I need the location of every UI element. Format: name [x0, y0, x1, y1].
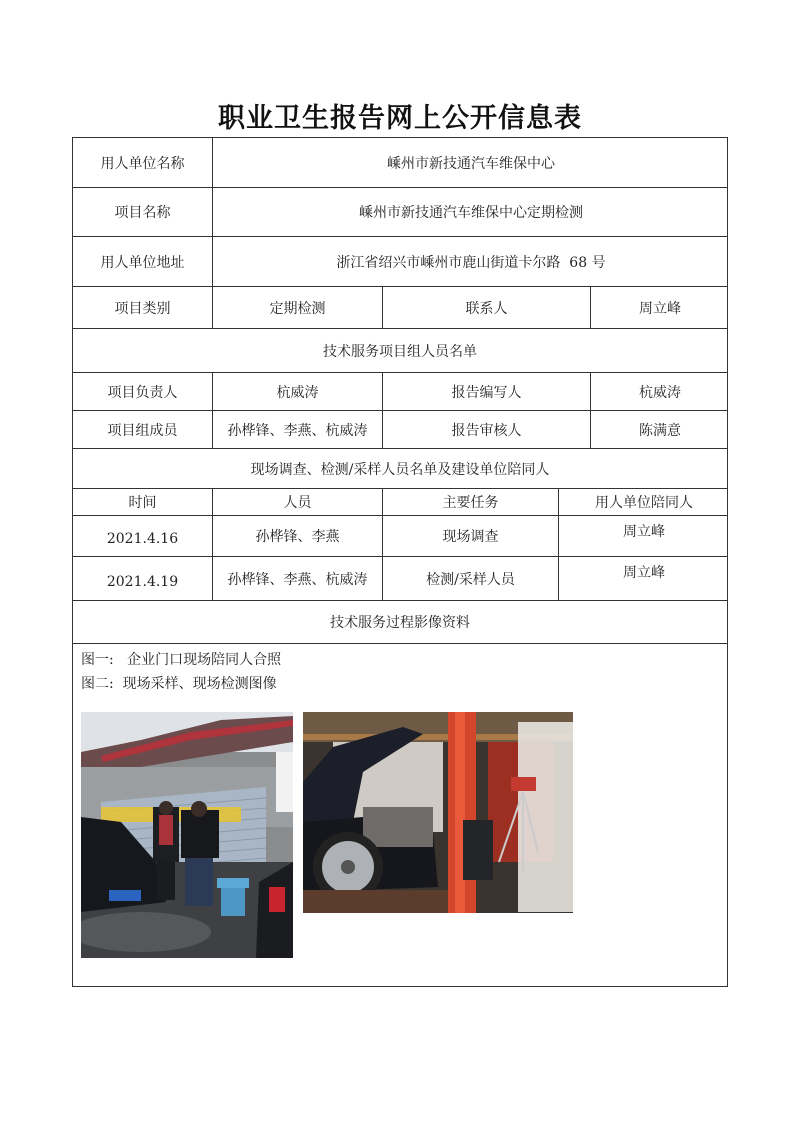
project-name-value: 嵊州市新技通汽车维保中心定期检测 — [359, 205, 583, 221]
images-area — [73, 644, 727, 988]
page-title: 职业卫生报告网上公开信息表 — [218, 103, 582, 134]
survey-staff: 孙桦锋、李燕 — [213, 516, 383, 556]
photo-storefront-escort — [81, 712, 293, 958]
row-images-header — [73, 601, 727, 644]
row-survey-columns — [73, 489, 727, 516]
table-row — [73, 557, 727, 601]
col-header-date: 时间 — [73, 489, 213, 515]
row-team-members — [73, 411, 727, 449]
project-type-label: 项目类别 — [73, 287, 213, 328]
info-table — [72, 137, 728, 987]
table-row — [73, 516, 727, 557]
row-employer-name — [73, 138, 727, 188]
contact-value: 周立峰 — [639, 300, 681, 317]
survey-staff: 孙桦锋、李燕、杭威涛 — [213, 557, 383, 600]
team-section-header: 技术服务项目组人员名单 — [323, 343, 477, 360]
photo-on-site-sampling — [303, 712, 573, 913]
contact-label: 联系人 — [383, 287, 591, 328]
caption-figure-1: 图一: 企业门口现场陪同人合照 — [81, 652, 282, 668]
row-project-name — [73, 188, 727, 237]
members-label: 项目组成员 — [73, 411, 213, 448]
leader-value: 杭威涛 — [213, 373, 383, 410]
employer-address-value: 浙江省绍兴市嵊州市鹿山街道卡尔路 68 号 — [336, 254, 606, 271]
col-header-escort: 用人单位陪同人 — [595, 495, 693, 511]
images-section-header: 技术服务过程影像资料 — [330, 615, 470, 631]
employer-name-value: 嵊州市新技通汽车维保中心 — [387, 155, 555, 172]
leader-label: 项目负责人 — [73, 373, 213, 410]
members-value: 孙桦锋、李燕、杭威涛 — [213, 411, 383, 448]
col-header-staff: 人员 — [213, 489, 383, 515]
writer-value: 杭威涛 — [639, 384, 681, 401]
project-name-label: 项目名称 — [73, 188, 213, 236]
survey-task: 检测/采样人员 — [383, 557, 559, 600]
survey-date: 2021.4.16 — [73, 516, 213, 556]
sampling-photo-image — [303, 712, 573, 913]
survey-task: 现场调查 — [383, 516, 559, 556]
employer-name-label: 用人单位名称 — [73, 138, 213, 187]
storefront-photo-image — [81, 712, 293, 958]
row-team-leader — [73, 373, 727, 411]
survey-section-header: 现场调查、检测/采样人员名单及建设单位陪同人 — [250, 461, 550, 478]
caption-figure-2: 图二: 现场采样、现场检测图像 — [81, 676, 277, 692]
survey-date: 2021.4.19 — [73, 557, 213, 600]
reviewer-value: 陈满意 — [639, 422, 681, 439]
employer-address-label: 用人单位地址 — [73, 237, 213, 286]
row-survey-header — [73, 449, 727, 489]
row-team-header — [73, 329, 727, 373]
row-project-type — [73, 287, 727, 329]
col-header-task: 主要任务 — [383, 489, 559, 515]
writer-label: 报告编写人 — [383, 373, 591, 410]
reviewer-label: 报告审核人 — [383, 411, 591, 448]
survey-escort: 周立峰 — [623, 565, 665, 581]
row-employer-address — [73, 237, 727, 287]
project-type-value: 定期检测 — [213, 287, 383, 328]
survey-escort: 周立峰 — [623, 524, 665, 540]
